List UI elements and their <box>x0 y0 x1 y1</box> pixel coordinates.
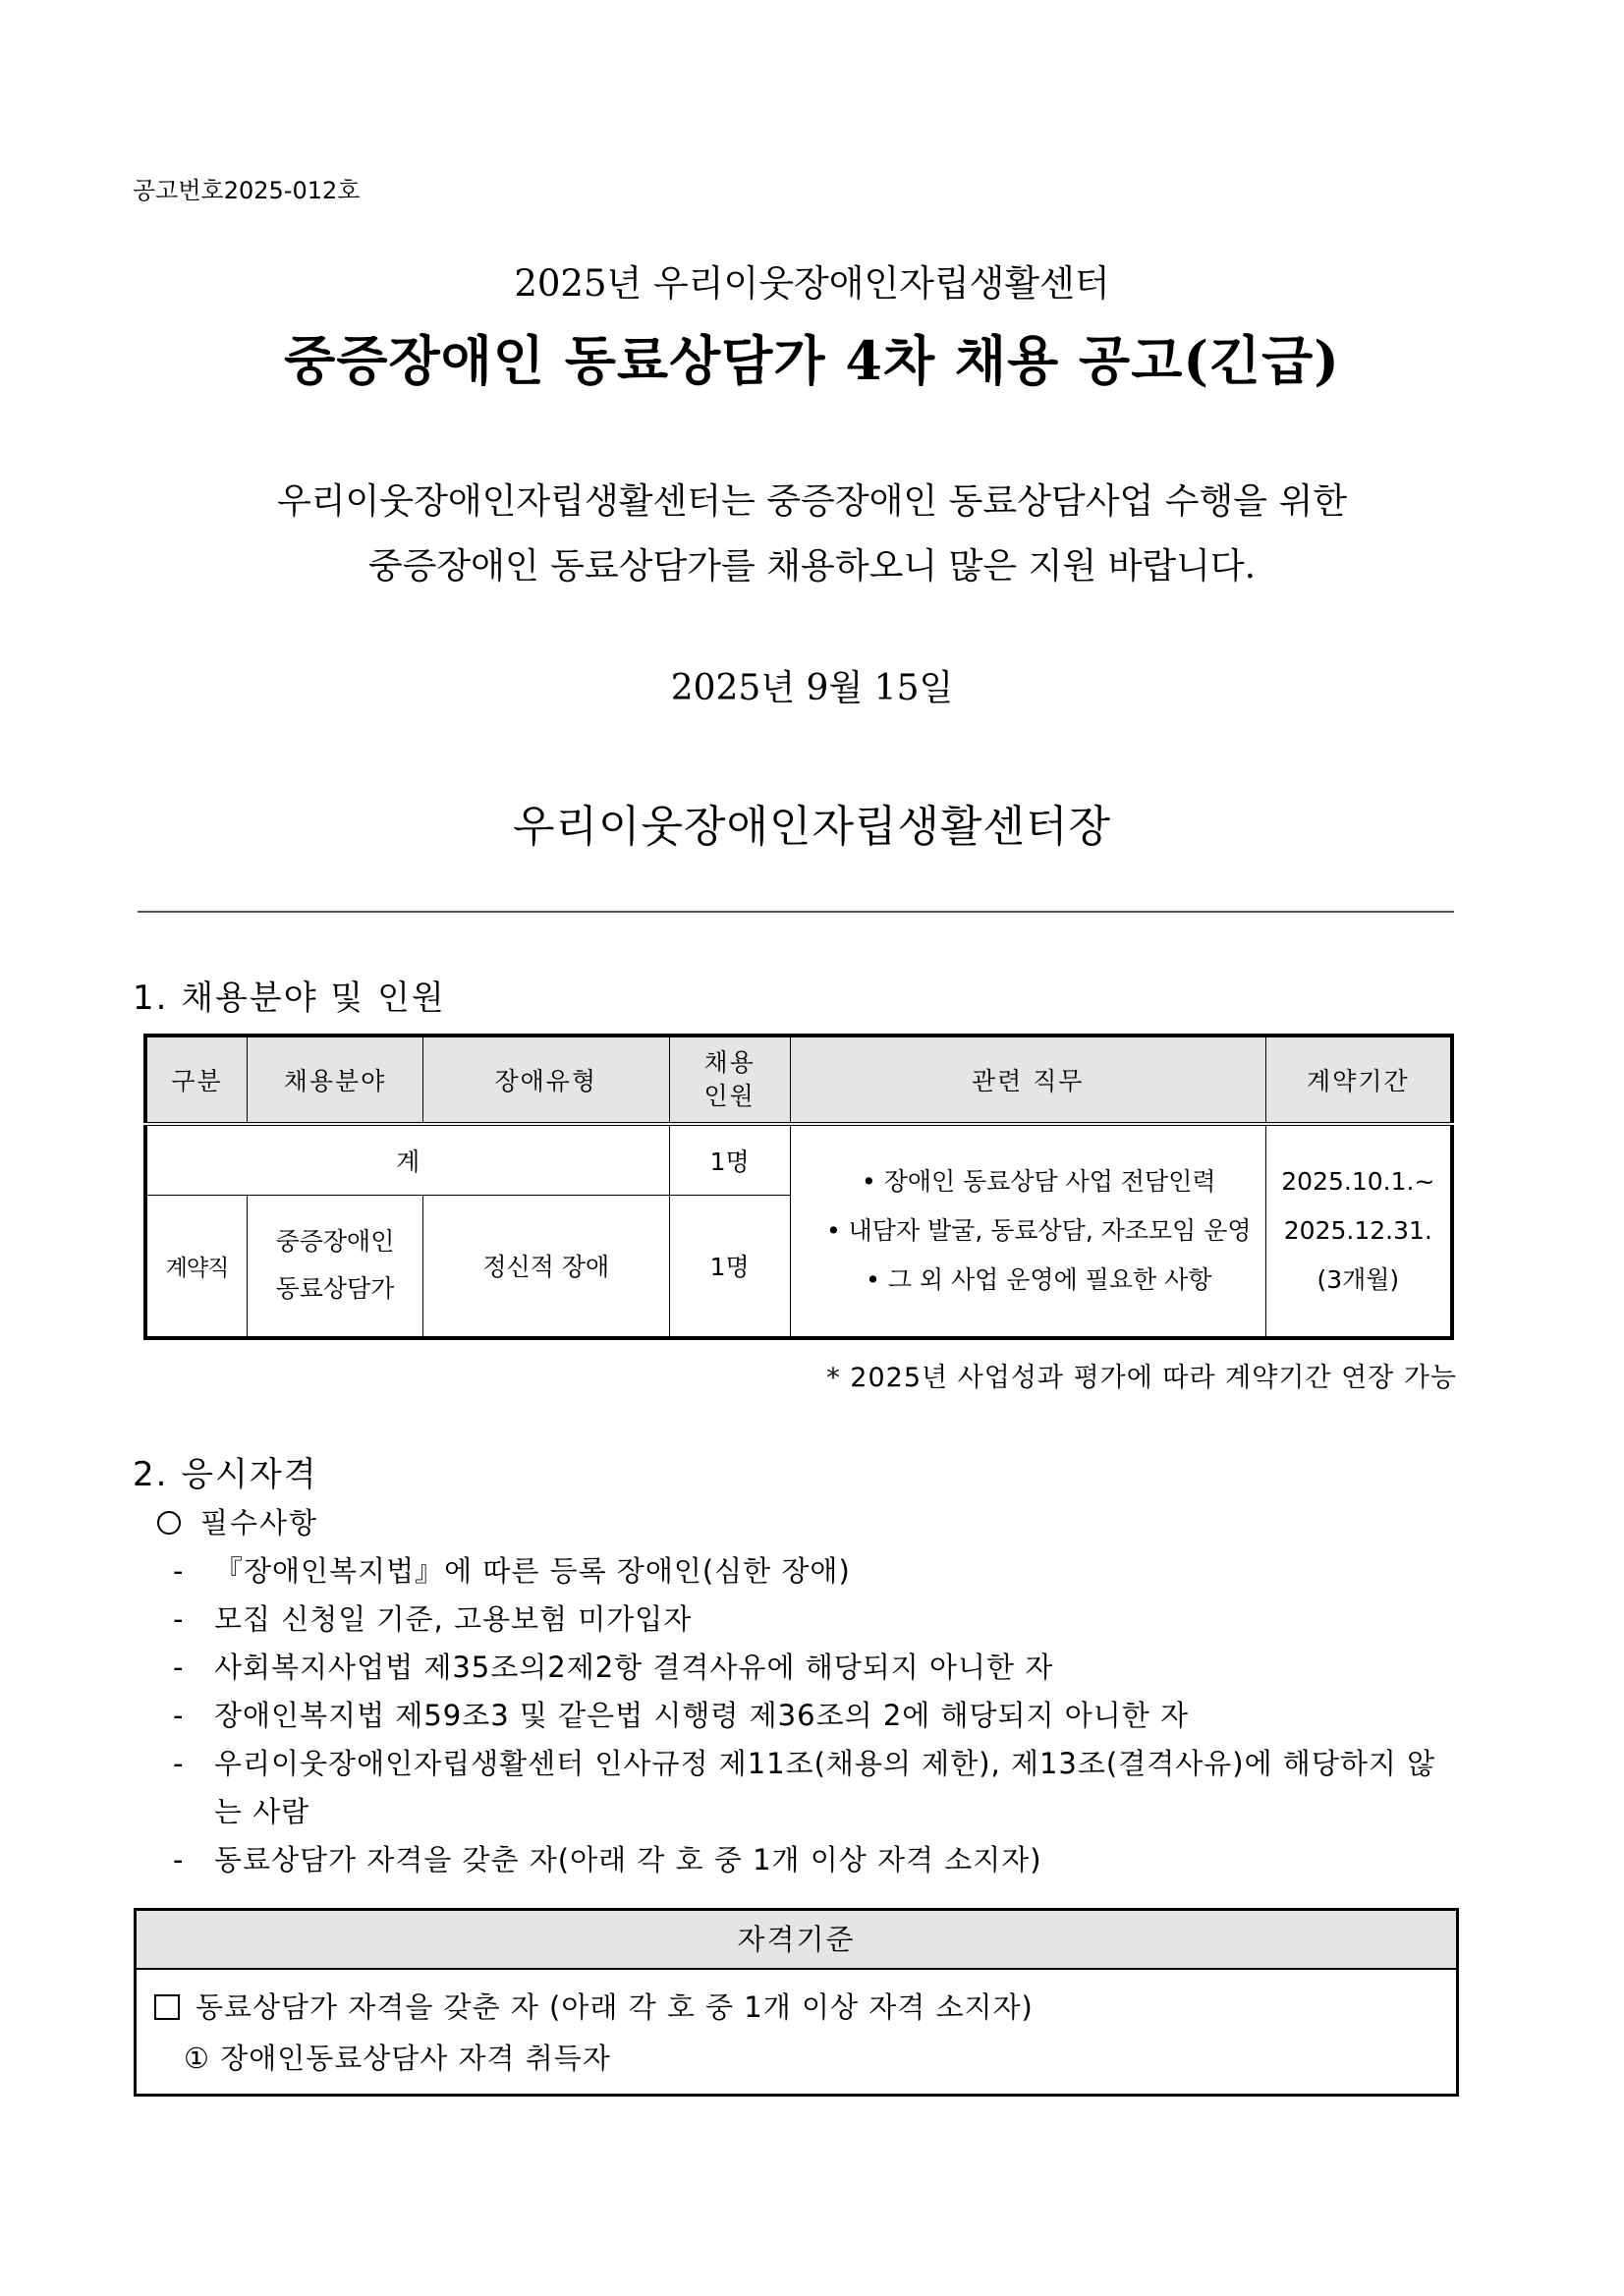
list-item <box>173 1692 1460 1740</box>
header-field: 채용분야 <box>248 1036 423 1124</box>
duty-item: • 내담자 발굴, 동료상담, 자조모임 운영 <box>825 1216 1252 1245</box>
table-row-total <box>145 1124 1452 1195</box>
intro-line-2: 중증장애인 동료상담가를 채용하오니 많은 지원 바랍니다. <box>367 546 1257 587</box>
intro-line-1: 우리이웃장애인자립생활센터는 중증장애인 동료상담사업 수행을 위한 <box>276 481 1348 522</box>
notice-number: 공고번호2025-012호 <box>133 177 361 204</box>
list-item <box>173 1644 1460 1692</box>
circle-bullet-icon <box>157 1511 181 1535</box>
position-field-line2: 동료상담가 <box>275 1274 395 1304</box>
qualification-line-2: ① 장애인동료상담사 자격 취득자 <box>184 2042 611 2075</box>
position-field-line1: 중증장애인 <box>275 1227 395 1257</box>
recruitment-table <box>143 1034 1454 1340</box>
requirement-text: 사회복지사업법 제35조의2제2항 결격사유에 해당되지 아니한 자 <box>214 1651 1054 1684</box>
position-field <box>248 1195 423 1338</box>
requirement-text: 장애인복지법 제59조3 및 같은법 시행령 제36조의 2에 해당되지 아니한 자 <box>214 1699 1190 1732</box>
header-headcount-line1: 채용 <box>703 1048 756 1077</box>
list-item <box>173 1547 1460 1596</box>
requirement-text: 동료상담가 자격을 갖춘 자(아래 각 호 중 1개 이상 자격 소지자) <box>214 1843 1042 1876</box>
dash-bullet-icon: - <box>173 1554 185 1588</box>
list-item <box>173 1740 1460 1836</box>
contract-cell <box>1265 1124 1452 1338</box>
header-disability-type: 장애유형 <box>422 1036 669 1124</box>
total-headcount: 1명 <box>669 1124 790 1195</box>
dash-bullet-icon: - <box>173 1843 185 1876</box>
dash-bullet-icon: - <box>173 1747 185 1780</box>
dash-bullet-icon: - <box>173 1651 185 1684</box>
position-category: 계약직 <box>145 1195 248 1338</box>
contract-duration: (3개월) <box>1316 1265 1400 1294</box>
required-items-label: 필수사항 <box>200 1506 319 1540</box>
header-duties: 관련 직무 <box>790 1036 1265 1124</box>
contract-extension-note: * 2025년 사업성과 평가에 따라 계약기간 연장 가능 <box>826 1363 1457 1393</box>
checkbox-icon <box>154 1994 180 2020</box>
requirement-text: 『장애인복지법』에 따른 등록 장애인(심한 장애) <box>214 1554 851 1588</box>
divider-line <box>138 911 1454 913</box>
notice-date: 2025년 9월 15일 <box>670 668 954 708</box>
position-headcount: 1명 <box>669 1195 790 1338</box>
list-item <box>173 1836 1460 1884</box>
contract-start: 2025.10.1.~ <box>1281 1167 1435 1196</box>
header-contract-period: 계약기간 <box>1265 1036 1452 1124</box>
page-title: 중증장애인 동료상담가 4차 채용 공고(긴급) <box>284 329 1340 392</box>
requirement-text: 모집 신청일 기준, 고용보험 미가입자 <box>214 1602 693 1636</box>
duty-item: • 그 외 사업 운영에 필요한 사항 <box>866 1265 1212 1294</box>
title-year-line: 2025년 우리이웃장애인자립생활센터 <box>514 262 1110 305</box>
required-items-heading <box>157 1501 318 1541</box>
requirements-list <box>173 1547 1460 1884</box>
table-header-row <box>145 1036 1452 1124</box>
qualification-line-1 <box>137 1982 1456 2033</box>
duty-item: • 장애인 동료상담 사업 전담인력 <box>862 1167 1216 1196</box>
section-2-heading: 2. 응시자격 <box>133 1455 318 1494</box>
total-label: 계 <box>145 1124 669 1195</box>
qualification-text-1: 동료상담가 자격을 갖춘 자 (아래 각 호 중 1개 이상 자격 소지자) <box>196 1990 1034 2024</box>
duties-cell <box>790 1124 1265 1338</box>
issuer-name: 우리이웃장애인자립생활센터장 <box>512 802 1112 852</box>
qualification-title: 자격기준 <box>137 1911 1456 1970</box>
requirement-text: 우리이웃장애인자립생활센터 인사규정 제11조(채용의 제한), 제13조(결격사유)에 해당하지 않는 사람 <box>214 1747 1436 1828</box>
contract-end: 2025.12.31. <box>1283 1216 1432 1245</box>
list-item <box>173 1596 1460 1644</box>
dash-bullet-icon: - <box>173 1699 185 1732</box>
position-disability-type: 정신적 장애 <box>422 1195 669 1338</box>
header-headcount <box>669 1036 790 1124</box>
header-headcount-line2: 인원 <box>703 1082 756 1110</box>
header-category: 구분 <box>145 1036 248 1124</box>
qualification-box <box>134 1908 1459 2097</box>
dash-bullet-icon: - <box>173 1602 185 1636</box>
section-1-heading: 1. 채용분야 및 인원 <box>133 979 446 1018</box>
